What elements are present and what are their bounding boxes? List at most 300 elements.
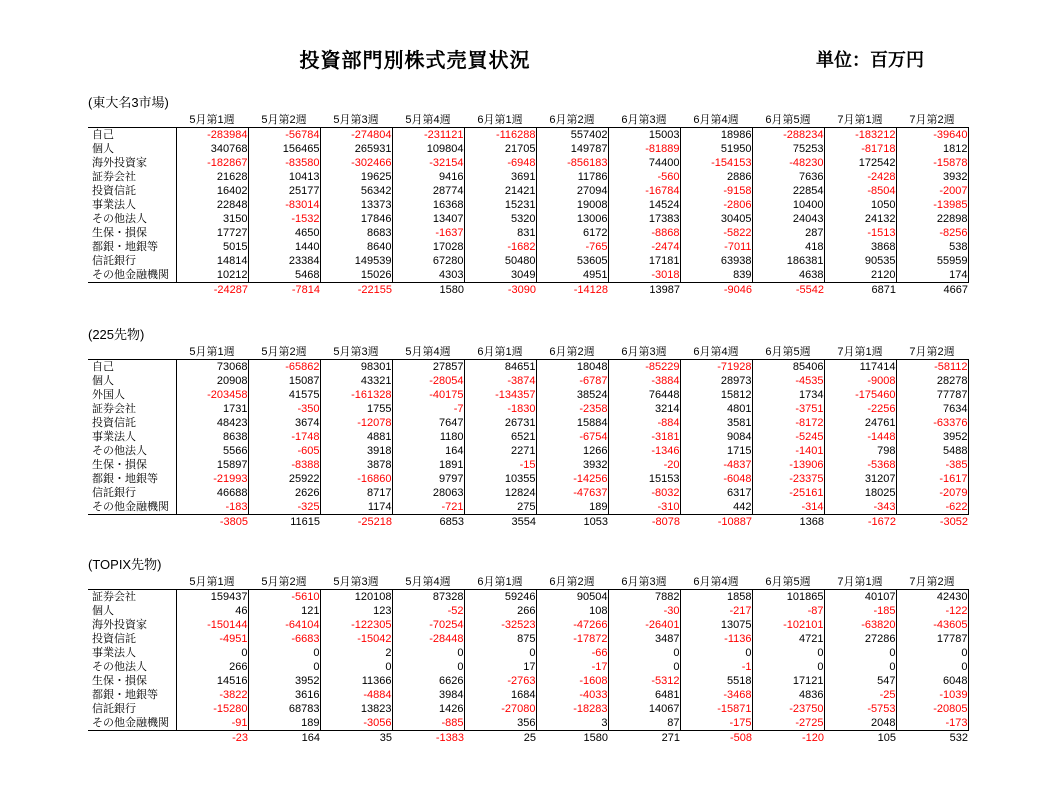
table-cell: 15026 xyxy=(320,268,392,283)
table-cell: 3918 xyxy=(320,444,392,458)
table-cell: -22155 xyxy=(357,284,392,296)
table-cell: -91 xyxy=(176,716,248,731)
table-cell: 266 xyxy=(176,660,248,674)
table-cell: 356 xyxy=(464,716,536,731)
table-cell: -15878 xyxy=(896,156,968,170)
table-cell: 0 xyxy=(248,660,320,674)
table-cell: 21628 xyxy=(176,170,248,184)
table-cell: 6481 xyxy=(608,688,680,702)
table-cell: -3822 xyxy=(176,688,248,702)
table-cell: 21421 xyxy=(464,184,536,198)
table-cell: 75253 xyxy=(752,142,824,156)
row-label: 証券会社 xyxy=(88,170,176,184)
row-label: 事業法人 xyxy=(88,198,176,212)
table-cell: 123 xyxy=(320,604,392,618)
table-cell: 24132 xyxy=(824,212,896,226)
table-cell: -24287 xyxy=(213,284,248,296)
table-cell: 53605 xyxy=(536,254,608,268)
column-header: 5月第3週 xyxy=(320,113,392,128)
table-row xyxy=(88,618,968,632)
table-cell: -2256 xyxy=(824,402,896,416)
table-cell: 15003 xyxy=(608,128,680,143)
table-cell: -63376 xyxy=(896,416,968,430)
table-cell: 26731 xyxy=(464,416,536,430)
table-cell: 3984 xyxy=(392,688,464,702)
table-cell: 15153 xyxy=(608,472,680,486)
table-cell: 7647 xyxy=(392,416,464,430)
column-header: 6月第1週 xyxy=(464,113,536,128)
table-cell: -560 xyxy=(608,170,680,184)
column-header: 6月第5週 xyxy=(752,345,824,360)
table-cell: 8640 xyxy=(320,240,392,254)
table-cell: 9797 xyxy=(392,472,464,486)
table-cell: 0 xyxy=(608,660,680,674)
column-header: 7月第1週 xyxy=(824,113,896,128)
column-header: 6月第5週 xyxy=(752,575,824,590)
table-cell: 17121 xyxy=(752,674,824,688)
table-cell: 10355 xyxy=(464,472,536,486)
table-row xyxy=(88,646,968,660)
table-cell: 4303 xyxy=(392,268,464,283)
table-cell: -217 xyxy=(680,604,752,618)
table-cell: -25 xyxy=(824,688,896,702)
table-cell: -28054 xyxy=(392,374,464,388)
table-cell: 11786 xyxy=(536,170,608,184)
table-cell: 43321 xyxy=(320,374,392,388)
table-cell: 5566 xyxy=(176,444,248,458)
table-total-row xyxy=(88,283,968,298)
table-cell: 55959 xyxy=(896,254,968,268)
table-cell: -27080 xyxy=(464,702,536,716)
table-cell: 532 xyxy=(949,732,968,744)
row-label: 事業法人 xyxy=(88,430,176,444)
table-cell: 5015 xyxy=(176,240,248,254)
table-cell: 3214 xyxy=(608,402,680,416)
table-cell: -1532 xyxy=(248,212,320,226)
table-cell: -25161 xyxy=(752,486,824,500)
table-cell: 6317 xyxy=(680,486,752,500)
table-cell: -40175 xyxy=(392,388,464,402)
table-cell: 56342 xyxy=(320,184,392,198)
column-header: 5月第3週 xyxy=(320,345,392,360)
table-cell: -102101 xyxy=(752,618,824,632)
table-cell: -283984 xyxy=(176,128,248,143)
row-label: 都銀・地銀等 xyxy=(88,472,176,486)
row-label: 生保・損保 xyxy=(88,674,176,688)
row-label: 海外投資家 xyxy=(88,618,176,632)
column-header: 5月第4週 xyxy=(392,113,464,128)
table-row xyxy=(88,458,968,472)
table-cell: -83014 xyxy=(248,198,320,212)
table-cell: 25922 xyxy=(248,472,320,486)
table-row xyxy=(88,472,968,486)
table-cell: 547 xyxy=(824,674,896,688)
table-cell: 46 xyxy=(176,604,248,618)
table-cell: -203458 xyxy=(176,388,248,402)
table-cell: -83580 xyxy=(248,156,320,170)
column-header: 6月第2週 xyxy=(536,113,608,128)
table-cell: -1830 xyxy=(464,402,536,416)
table-cell: 59246 xyxy=(464,590,536,605)
row-label: 個人 xyxy=(88,604,176,618)
table-body-3 xyxy=(88,590,968,746)
table-cell: 15897 xyxy=(176,458,248,472)
column-header: 6月第1週 xyxy=(464,575,536,590)
table-row xyxy=(88,590,968,605)
table-body-1 xyxy=(88,128,968,298)
table-cell: -182867 xyxy=(176,156,248,170)
table-cell: -16784 xyxy=(608,184,680,198)
table-row xyxy=(88,500,968,515)
table-cell: 108 xyxy=(536,604,608,618)
column-header: 7月第2週 xyxy=(896,345,968,360)
row-label: 証券会社 xyxy=(88,590,176,605)
row-label: 信託銀行 xyxy=(88,486,176,500)
table-cell: -52 xyxy=(392,604,464,618)
table-cell: 7882 xyxy=(608,590,680,605)
column-header-spacer xyxy=(88,345,176,360)
table-cell: -2725 xyxy=(752,716,824,731)
table-cell: 4638 xyxy=(752,268,824,283)
table-cell: 27857 xyxy=(392,360,464,375)
table-cell: -13906 xyxy=(752,458,824,472)
table-cell: -20 xyxy=(608,458,680,472)
table-cell: 13373 xyxy=(320,198,392,212)
column-header: 5月第3週 xyxy=(320,575,392,590)
table-cell: 5468 xyxy=(248,268,320,283)
table-row xyxy=(88,702,968,716)
table-cell: 164 xyxy=(392,444,464,458)
table-cell: -12078 xyxy=(320,416,392,430)
column-header: 6月第4週 xyxy=(680,575,752,590)
table-cell: -25218 xyxy=(357,516,392,528)
table-cell: 265931 xyxy=(320,142,392,156)
table-cell: 17 xyxy=(464,660,536,674)
table-cell: -20805 xyxy=(896,702,968,716)
table-cell: 875 xyxy=(464,632,536,646)
table-cell: 0 xyxy=(896,660,968,674)
unit-label: 単位：百万円 xyxy=(816,50,924,70)
column-header: 6月第4週 xyxy=(680,113,752,128)
table-cell: -385 xyxy=(896,458,968,472)
table-cell: 22898 xyxy=(896,212,968,226)
table-row xyxy=(88,674,968,688)
table-cell: -23 xyxy=(232,732,248,744)
table-cell: 156465 xyxy=(248,142,320,156)
table-cell: 2 xyxy=(320,646,392,660)
table-cell: 340768 xyxy=(176,142,248,156)
table-cell: 14516 xyxy=(176,674,248,688)
row-label: その他金融機関 xyxy=(88,716,176,731)
table-cell: -6754 xyxy=(536,430,608,444)
table-cell: 1755 xyxy=(320,402,392,416)
row-label: 投資信託 xyxy=(88,416,176,430)
column-header: 5月第2週 xyxy=(248,345,320,360)
table-cell: -1401 xyxy=(752,444,824,458)
table-cell: -6048 xyxy=(680,472,752,486)
table-row xyxy=(88,374,968,388)
table-row xyxy=(88,632,968,646)
table-cell: -30 xyxy=(608,604,680,618)
table-cell: 0 xyxy=(392,646,464,660)
column-header: 6月第5週 xyxy=(752,113,824,128)
table-cell: -2763 xyxy=(464,674,536,688)
table-cell: -17872 xyxy=(536,632,608,646)
table-row xyxy=(88,430,968,444)
table-cell: 23384 xyxy=(248,254,320,268)
table-cell: -885 xyxy=(392,716,464,731)
table-cell: -9046 xyxy=(723,284,752,296)
table-cell: 172542 xyxy=(824,156,896,170)
table-cell: -1617 xyxy=(896,472,968,486)
table-cell: -175460 xyxy=(824,388,896,402)
table-cell: 0 xyxy=(392,660,464,674)
table-cell: -8172 xyxy=(752,416,824,430)
table-cell: -302466 xyxy=(320,156,392,170)
table-cell: -58112 xyxy=(896,360,968,375)
table-cell: -1039 xyxy=(896,688,968,702)
table-cell: -325 xyxy=(248,500,320,515)
table-cell: 87 xyxy=(608,716,680,731)
table-row xyxy=(88,360,968,375)
data-table-1 xyxy=(88,113,969,297)
column-header: 6月第3週 xyxy=(608,575,680,590)
table-cell: 1174 xyxy=(320,500,392,515)
table-cell: 22848 xyxy=(176,198,248,212)
table-cell: -343 xyxy=(824,500,896,515)
row-label: 都銀・地銀等 xyxy=(88,688,176,702)
column-header: 7月第1週 xyxy=(824,345,896,360)
table-cell: 105 xyxy=(877,732,896,744)
table-cell: 68783 xyxy=(248,702,320,716)
column-header: 5月第1週 xyxy=(176,345,248,360)
data-table-3 xyxy=(88,575,969,745)
table-cell: -8256 xyxy=(896,226,968,240)
table-cell: -183212 xyxy=(824,128,896,143)
table-cell: -721 xyxy=(392,500,464,515)
table-cell: -183 xyxy=(176,500,248,515)
table-cell: -32154 xyxy=(392,156,464,170)
table-cell: 1368 xyxy=(799,516,824,528)
table-cell: 42430 xyxy=(896,590,968,605)
table-cell: -1 xyxy=(680,660,752,674)
table-cell: 27094 xyxy=(536,184,608,198)
table-cell: -4837 xyxy=(680,458,752,472)
section-tosho-3markets xyxy=(88,92,969,297)
table-cell: 14524 xyxy=(608,198,680,212)
table-row xyxy=(88,212,968,226)
table-cell: 1734 xyxy=(752,388,824,402)
table-cell: -4884 xyxy=(320,688,392,702)
table-cell: -3884 xyxy=(608,374,680,388)
table-row xyxy=(88,128,968,143)
table-cell: -18283 xyxy=(536,702,608,716)
table-cell: 0 xyxy=(176,646,248,660)
table-cell: 10400 xyxy=(752,198,824,212)
table-cell: 0 xyxy=(248,646,320,660)
table-cell: -15871 xyxy=(680,702,752,716)
table-cell: -14256 xyxy=(536,472,608,486)
table-cell: 6626 xyxy=(392,674,464,688)
table-cell: 0 xyxy=(320,660,392,674)
table-cell: 10413 xyxy=(248,170,320,184)
table-cell: -85229 xyxy=(608,360,680,375)
table-row xyxy=(88,444,968,458)
table-cell: -2428 xyxy=(824,170,896,184)
table-cell: 1812 xyxy=(896,142,968,156)
column-header: 6月第2週 xyxy=(536,345,608,360)
table-cell: 18048 xyxy=(536,360,608,375)
table-cell: 41575 xyxy=(248,388,320,402)
row-label: その他法人 xyxy=(88,444,176,458)
table-cell: 189 xyxy=(536,500,608,515)
table-cell: 7634 xyxy=(896,402,968,416)
table-cell: -7 xyxy=(392,402,464,416)
table-cell: 15087 xyxy=(248,374,320,388)
column-header: 5月第4週 xyxy=(392,345,464,360)
table-cell: 31207 xyxy=(824,472,896,486)
table-cell: 14814 xyxy=(176,254,248,268)
table-cell: 90504 xyxy=(536,590,608,605)
table-cell: 4721 xyxy=(752,632,824,646)
table-cell: 0 xyxy=(896,646,968,660)
table-cell: -1383 xyxy=(435,732,464,744)
table-cell: -274804 xyxy=(320,128,392,143)
table-cell: 275 xyxy=(464,500,536,515)
table-cell: -231121 xyxy=(392,128,464,143)
column-header: 6月第1週 xyxy=(464,345,536,360)
table-row xyxy=(88,660,968,674)
table-cell: -3018 xyxy=(608,268,680,283)
table-cell: 121 xyxy=(248,604,320,618)
table-row xyxy=(88,486,968,500)
table-cell: -122 xyxy=(896,604,968,618)
table-cell: -9008 xyxy=(824,374,896,388)
column-header: 7月第2週 xyxy=(896,575,968,590)
table-cell: -3468 xyxy=(680,688,752,702)
row-label: 個人 xyxy=(88,142,176,156)
table-cell: 15231 xyxy=(464,198,536,212)
table-cell: 839 xyxy=(680,268,752,283)
table-cell: -622 xyxy=(896,500,968,515)
section-label: (225先物) xyxy=(88,327,145,342)
table-cell: 1440 xyxy=(248,240,320,254)
table-row xyxy=(88,184,968,198)
column-header: 5月第1週 xyxy=(176,113,248,128)
table-cell: 1053 xyxy=(583,516,608,528)
table-cell: -5312 xyxy=(608,674,680,688)
table-cell: 3616 xyxy=(248,688,320,702)
table-cell: 50480 xyxy=(464,254,536,268)
table-cell: 6871 xyxy=(871,284,896,296)
table-cell: 10212 xyxy=(176,268,248,283)
table-cell: 90535 xyxy=(824,254,896,268)
table-cell: -81889 xyxy=(608,142,680,156)
table-cell: -1748 xyxy=(248,430,320,444)
table-cell: -175 xyxy=(680,716,752,731)
table-cell: -150144 xyxy=(176,618,248,632)
table-cell: 15812 xyxy=(680,388,752,402)
table-cell: 189 xyxy=(248,716,320,731)
table-cell: 98301 xyxy=(320,360,392,375)
table-cell: 35 xyxy=(379,732,392,744)
table-cell: -1672 xyxy=(867,516,896,528)
table-cell: 1715 xyxy=(680,444,752,458)
table-cell: -63820 xyxy=(824,618,896,632)
table-cell: 1684 xyxy=(464,688,536,702)
table-cell: -64104 xyxy=(248,618,320,632)
table-cell: -3751 xyxy=(752,402,824,416)
table-cell: -2007 xyxy=(896,184,968,198)
table-cell: -161328 xyxy=(320,388,392,402)
table-cell: 3150 xyxy=(176,212,248,226)
table-cell: 24043 xyxy=(752,212,824,226)
table-cell: 117414 xyxy=(824,360,896,375)
table-cell: 28774 xyxy=(392,184,464,198)
table-cell: -2079 xyxy=(896,486,968,500)
table-cell: 17787 xyxy=(896,632,968,646)
table-cell: 1891 xyxy=(392,458,464,472)
table-cell: -2358 xyxy=(536,402,608,416)
table-row xyxy=(88,688,968,702)
table-cell: 67280 xyxy=(392,254,464,268)
row-label: 事業法人 xyxy=(88,646,176,660)
table-cell: 9416 xyxy=(392,170,464,184)
table-cell: 109804 xyxy=(392,142,464,156)
table-cell: 3 xyxy=(536,716,608,731)
table-cell: -122305 xyxy=(320,618,392,632)
table-cell: 3932 xyxy=(896,170,968,184)
table-cell: 27286 xyxy=(824,632,896,646)
row-label: 証券会社 xyxy=(88,402,176,416)
table-cell: -6683 xyxy=(248,632,320,646)
table-cell: 1858 xyxy=(680,590,752,605)
table-cell: -288234 xyxy=(752,128,824,143)
table-cell: -17 xyxy=(536,660,608,674)
table-cell: -47637 xyxy=(536,486,608,500)
row-label xyxy=(88,515,176,530)
table-cell: 442 xyxy=(680,500,752,515)
table-cell: 5320 xyxy=(464,212,536,226)
table-cell: -3056 xyxy=(320,716,392,731)
table-cell: 2626 xyxy=(248,486,320,500)
table-cell: -23750 xyxy=(752,702,824,716)
table-cell: -508 xyxy=(729,732,752,744)
section-label: (東大名3市場) xyxy=(88,95,169,110)
table-row xyxy=(88,416,968,430)
table-cell: 0 xyxy=(464,646,536,660)
row-label: 信託銀行 xyxy=(88,254,176,268)
table-row xyxy=(88,156,968,170)
table-cell: -23375 xyxy=(752,472,824,486)
table-cell: -8504 xyxy=(824,184,896,198)
table-total-row xyxy=(88,515,968,530)
table-row xyxy=(88,388,968,402)
table-cell: 287 xyxy=(752,226,824,240)
table-cell: 77787 xyxy=(896,388,968,402)
table-cell: 101865 xyxy=(752,590,824,605)
table-cell: 3487 xyxy=(608,632,680,646)
table-cell: 1580 xyxy=(439,284,464,296)
row-label: 外国人 xyxy=(88,388,176,402)
table-cell: -10887 xyxy=(717,516,752,528)
table-cell: -1448 xyxy=(824,430,896,444)
table-cell: 120108 xyxy=(320,590,392,605)
column-header: 5月第2週 xyxy=(248,113,320,128)
table-cell: -70254 xyxy=(392,618,464,632)
table-row xyxy=(88,268,968,283)
table-cell: 2271 xyxy=(464,444,536,458)
